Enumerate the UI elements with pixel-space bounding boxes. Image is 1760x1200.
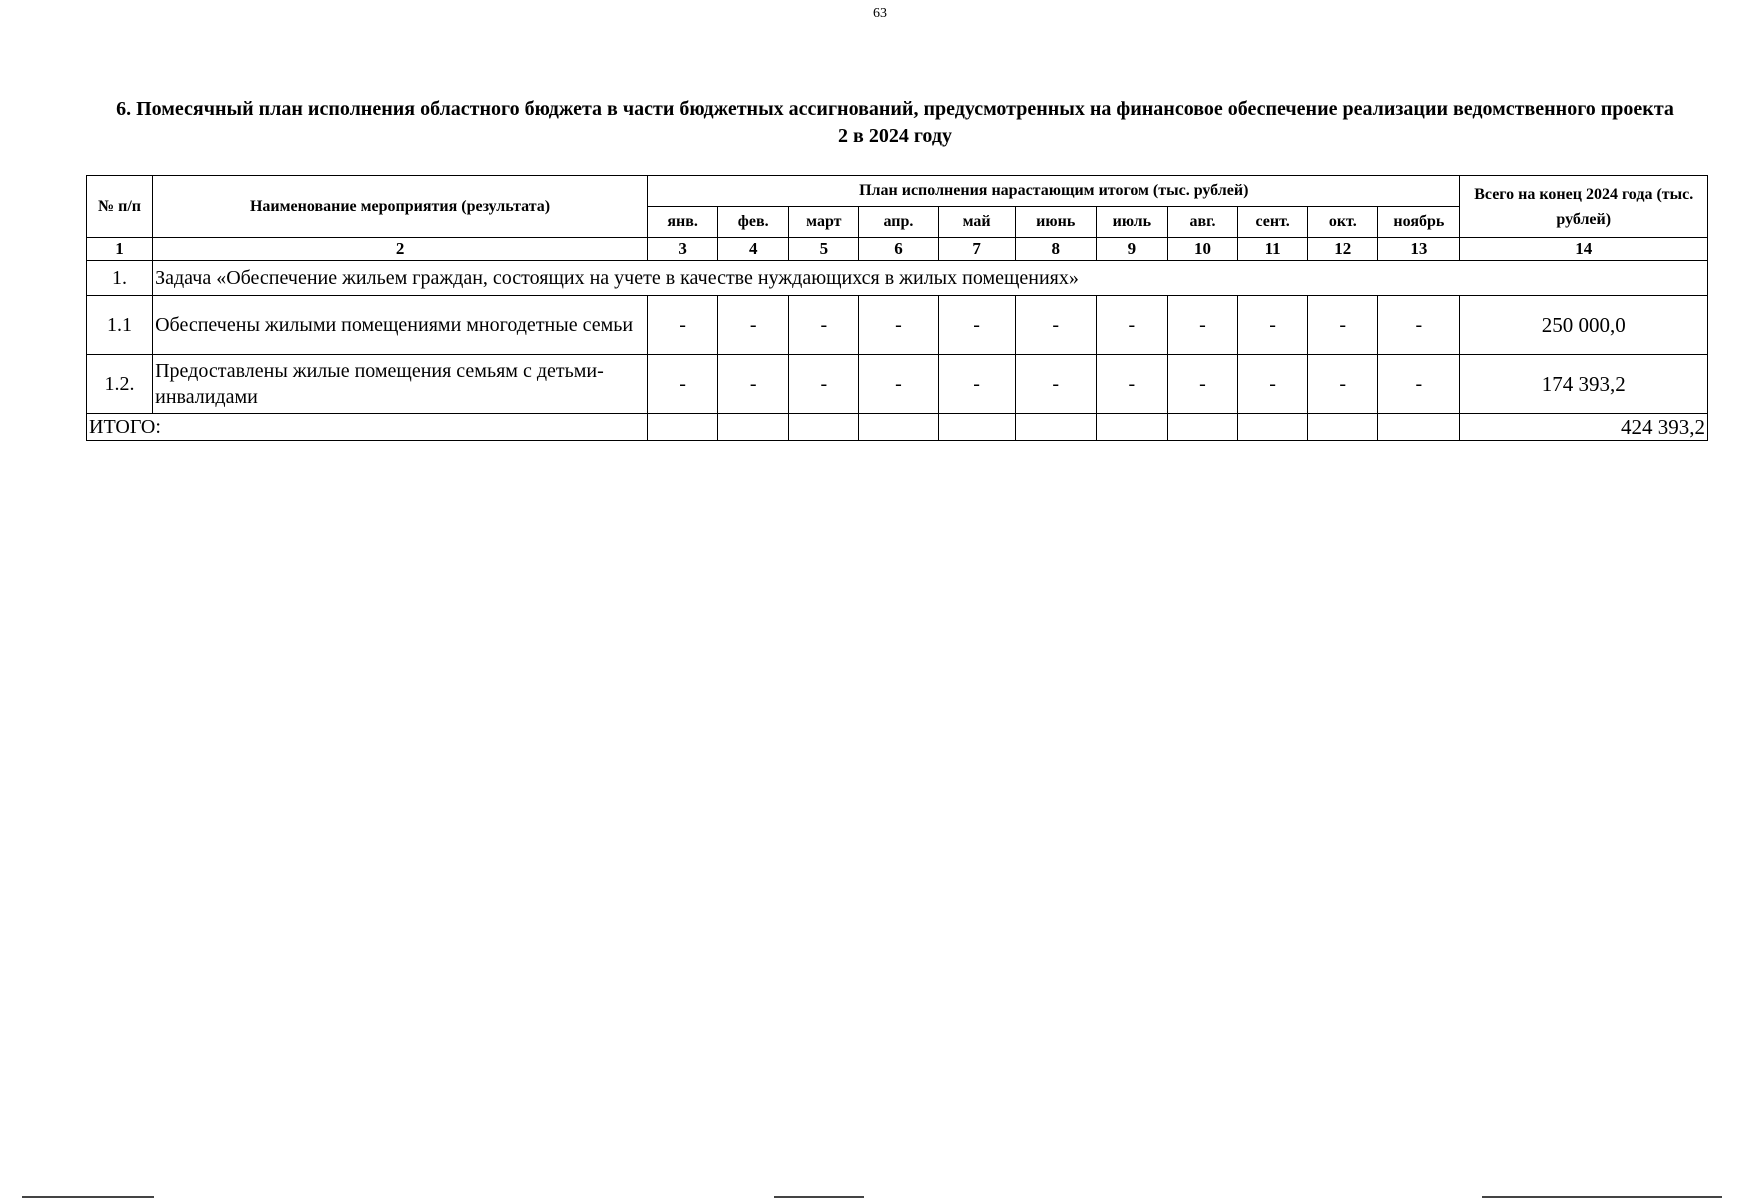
column-number: 6 [859, 238, 938, 261]
column-number: 5 [789, 238, 859, 261]
month-header: окт. [1308, 207, 1378, 238]
total-row [87, 414, 1708, 441]
month-header: апр. [859, 207, 938, 238]
month-value: - [1308, 355, 1378, 414]
month-value: - [1015, 296, 1096, 355]
month-value: - [1096, 296, 1167, 355]
month-header: фев. [718, 207, 789, 238]
empty-cell [789, 414, 859, 441]
month-header: июнь [1015, 207, 1096, 238]
header-row-1 [87, 176, 1708, 207]
scan-line [1482, 1196, 1722, 1198]
total-label: ИТОГО: [87, 414, 648, 441]
month-value: - [1167, 296, 1237, 355]
empty-cell [1238, 414, 1308, 441]
header-name: Наименование мероприятия (результата) [153, 176, 648, 238]
month-value: - [1238, 296, 1308, 355]
empty-cell [859, 414, 938, 441]
month-value: - [859, 355, 938, 414]
header-total: Всего на конец 2024 года (тыс. рублей) [1460, 176, 1708, 238]
document-title: 6. Помесячный план исполнения областного бюджета в части бюджетных ассигнований, предусмотренных на финансовое обеспечение реализации ведомственного проекта 2 в 2024 году [116, 98, 1674, 147]
month-header: янв. [648, 207, 718, 238]
month-value: - [1378, 355, 1460, 414]
empty-cell [718, 414, 789, 441]
header-plan: План исполнения нарастающим итогом (тыс. рублей) [648, 176, 1460, 207]
grand-total: 424 393,2 [1460, 414, 1708, 441]
month-header: март [789, 207, 859, 238]
empty-cell [1308, 414, 1378, 441]
month-value: - [718, 296, 789, 355]
empty-cell [1167, 414, 1237, 441]
month-value: - [1238, 355, 1308, 414]
budget-plan-table [86, 175, 1708, 441]
month-value: - [1015, 355, 1096, 414]
row-total: 174 393,2 [1460, 355, 1708, 414]
column-number: 4 [718, 238, 789, 261]
column-number: 1 [87, 238, 153, 261]
page-number: 63 [873, 6, 887, 21]
month-value: - [648, 355, 718, 414]
month-value: - [789, 296, 859, 355]
table-row [87, 296, 1708, 355]
empty-cell [938, 414, 1015, 441]
column-number: 2 [153, 238, 648, 261]
column-number: 7 [938, 238, 1015, 261]
scan-line [22, 1196, 154, 1198]
month-value: - [718, 355, 789, 414]
month-value: - [648, 296, 718, 355]
row-name: Предоставлены жилые помещения семьям с детьми-инвалидами [153, 355, 648, 414]
month-header: ноябрь [1378, 207, 1460, 238]
month-value: - [938, 355, 1015, 414]
column-number: 10 [1167, 238, 1237, 261]
month-value: - [789, 355, 859, 414]
row-number: 1.2. [87, 355, 153, 414]
month-value: - [1308, 296, 1378, 355]
column-number: 13 [1378, 238, 1460, 261]
empty-cell [648, 414, 718, 441]
empty-cell [1015, 414, 1096, 441]
month-value: - [1378, 296, 1460, 355]
row-name: Обеспечены жилыми помещениями многодетные семьи [153, 296, 648, 355]
month-header: июль [1096, 207, 1167, 238]
column-number-row [87, 238, 1708, 261]
column-number: 9 [1096, 238, 1167, 261]
scan-line [774, 1196, 864, 1198]
task-text: Задача «Обеспечение жильем граждан, состоящих на учете в качестве нуждающихся в жилых помещениях» [153, 261, 1708, 296]
month-value: - [1167, 355, 1237, 414]
month-value: - [1096, 355, 1167, 414]
header-number: № п/п [87, 176, 153, 238]
month-header: сент. [1238, 207, 1308, 238]
task-row [87, 261, 1708, 296]
column-number: 12 [1308, 238, 1378, 261]
month-header: авг. [1167, 207, 1237, 238]
row-number: 1.1 [87, 296, 153, 355]
column-number: 3 [648, 238, 718, 261]
month-value: - [859, 296, 938, 355]
month-value: - [938, 296, 1015, 355]
task-number: 1. [87, 261, 153, 296]
empty-cell [1096, 414, 1167, 441]
column-number: 14 [1460, 238, 1708, 261]
month-header: май [938, 207, 1015, 238]
table-row [87, 355, 1708, 414]
empty-cell [1378, 414, 1460, 441]
column-number: 8 [1015, 238, 1096, 261]
column-number: 11 [1238, 238, 1308, 261]
row-total: 250 000,0 [1460, 296, 1708, 355]
